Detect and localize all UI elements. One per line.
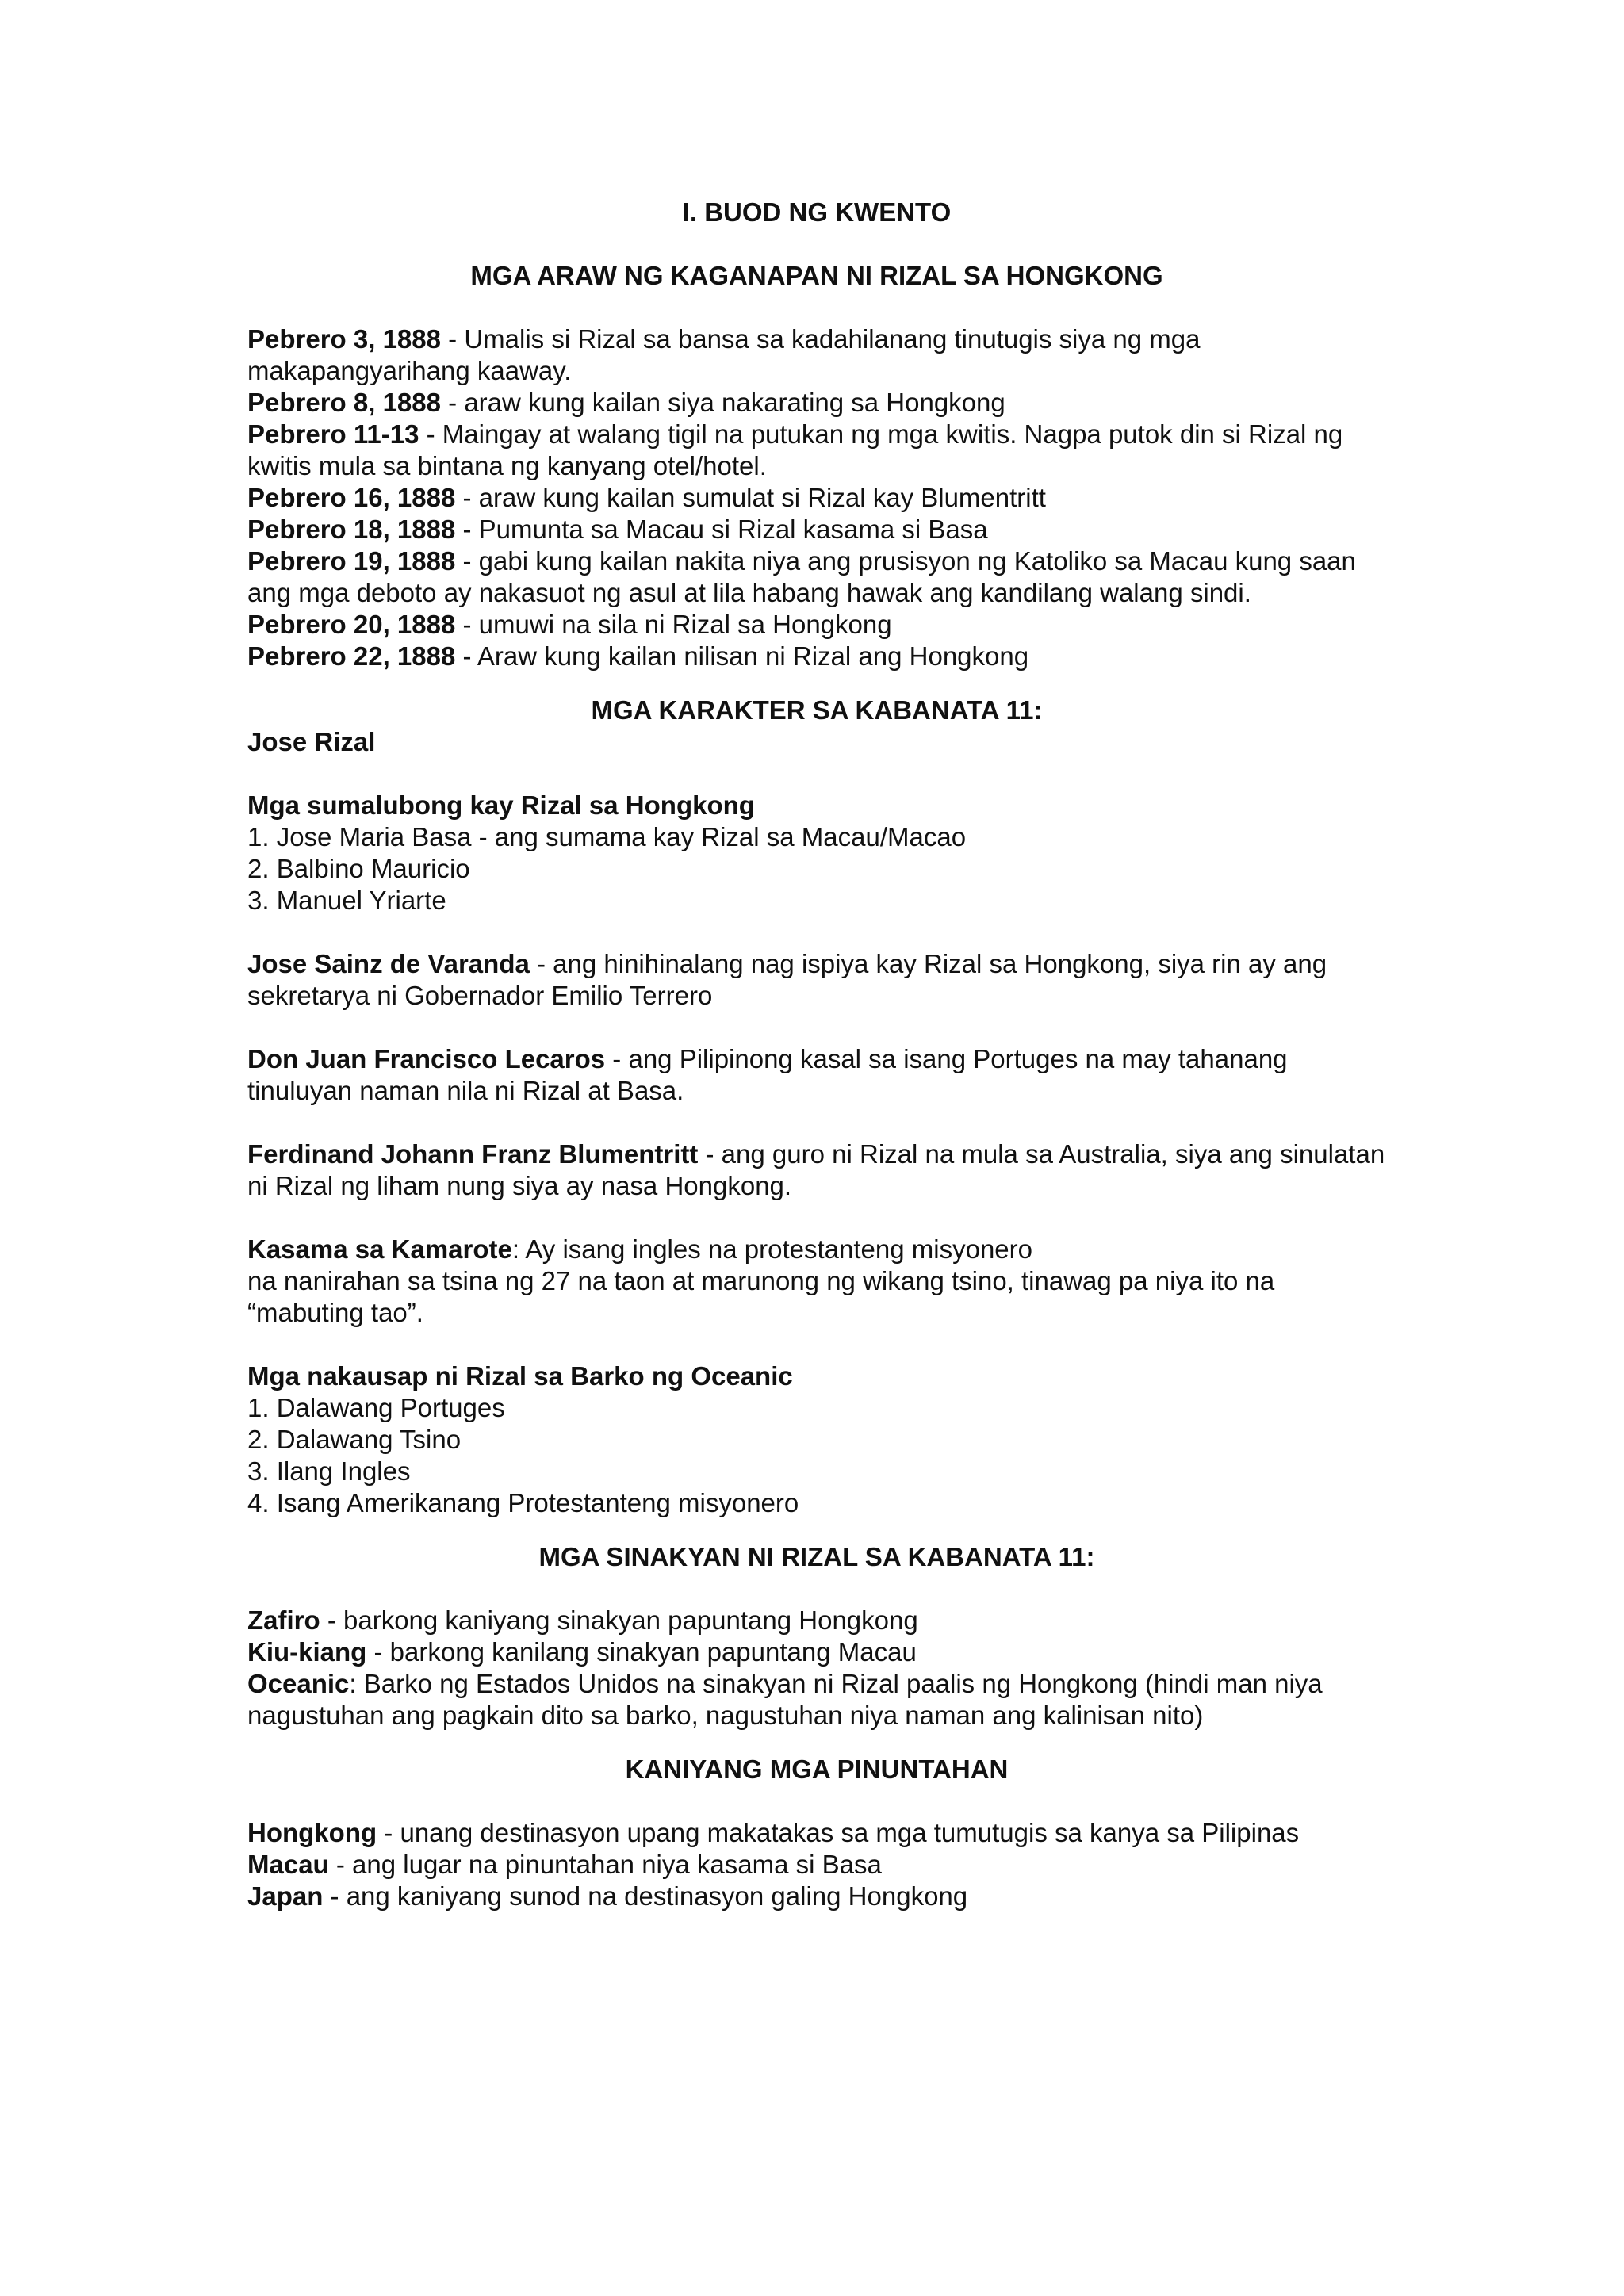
date-entry — [247, 323, 1386, 387]
place-text: - ang kaniyang sunod na destinasyon galing Hongkong — [323, 1881, 968, 1911]
place-name: Japan — [247, 1881, 324, 1911]
character-text: - ang guro ni Rizal na mula sa Australia, siya ang sinulatan ni Rizal ng liham nung siya ay nasa Hongkong. — [247, 1139, 1385, 1200]
main-character: Jose Rizal — [247, 727, 376, 756]
character-name: Ferdinand Johann Franz Blumentritt — [247, 1139, 699, 1169]
vessel-entry — [247, 1636, 1386, 1668]
date-entry — [247, 387, 1386, 419]
welcomers-heading: Mga sumalubong kay Rizal sa Hongkong — [247, 790, 755, 820]
character-name: Kasama sa Kamarote — [247, 1234, 512, 1264]
date-text: - araw kung kailan siya nakarating sa Hongkong — [441, 388, 1005, 417]
character-lecaros — [247, 1043, 1386, 1107]
characters-heading: MGA KARAKTER SA KABANATA 11: — [591, 695, 1043, 725]
date-label: Pebrero 20, 1888 — [247, 610, 456, 639]
place-entry — [247, 1817, 1386, 1849]
dates-list — [247, 323, 1386, 672]
document-title: I. BUOD NG KWENTO — [682, 197, 952, 227]
place-entry — [247, 1849, 1386, 1881]
places-heading: KANIYANG MGA PINUNTAHAN — [625, 1755, 1009, 1784]
vessel-name: Oceanic — [247, 1669, 350, 1698]
list-item: 1. Jose Maria Basa - ang sumama kay Rizal sa Macau/Macao — [247, 822, 967, 851]
list-item: 2. Balbino Mauricio — [247, 854, 470, 883]
date-label: Pebrero 11-13 — [247, 419, 419, 449]
date-entry — [247, 545, 1386, 609]
place-name: Macau — [247, 1850, 329, 1879]
date-text: - umuwi na sila ni Rizal sa Hongkong — [455, 610, 892, 639]
vessel-entry — [247, 1668, 1386, 1732]
dates-heading: MGA ARAW NG KAGANAPAN NI RIZAL SA HONGKONG — [470, 261, 1163, 290]
date-text: - gabi kung kailan nakita niya ang prusisyon ng Katoliko sa Macau kung saan ang mga deboto ay nakasuot ng asul at lila habang hawak ang kandilang walang sindi. — [247, 546, 1356, 607]
date-text: - Umalis si Rizal sa bansa sa kadahilanang tinutugis siya ng mga makapangyarihang kaaway. — [247, 324, 1201, 385]
vessel-entry — [247, 1605, 1386, 1636]
date-label: Pebrero 18, 1888 — [247, 515, 456, 544]
list-item: 1. Dalawang Portuges — [247, 1393, 505, 1422]
place-text: - ang lugar na pinuntahan niya kasama si Basa — [328, 1850, 882, 1879]
list-item: 3. Manuel Yriarte — [247, 886, 446, 915]
place-name: Hongkong — [247, 1818, 377, 1847]
date-text: - Maingay at walang tigil na putukan ng mga kwitis. Nagpa putok din si Rizal ng kwitis mula sa bintana ng kanyang otel/hotel. — [247, 419, 1343, 480]
character-name: Don Juan Francisco Lecaros — [247, 1044, 606, 1073]
vessel-text: - barkong kanilang sinakyan papuntang Macau — [366, 1637, 917, 1667]
date-entry — [247, 641, 1386, 672]
list-item: 4. Isang Amerikanang Protestanteng misyonero — [247, 1488, 799, 1517]
character-kamarote — [247, 1234, 1386, 1265]
date-entry — [247, 419, 1386, 482]
list-item: 3. Ilang Ingles — [247, 1456, 411, 1486]
character-text: - ang hinihinalang nag ispiya kay Rizal sa Hongkong, siya rin ay ang sekretarya ni Gobernador Emilio Terrero — [247, 949, 1327, 1010]
date-entry — [247, 482, 1386, 514]
date-text: - Araw kung kailan nilisan ni Rizal ang Hongkong — [455, 641, 1029, 671]
date-label: Pebrero 16, 1888 — [247, 483, 456, 512]
place-entry — [247, 1881, 1386, 1912]
vessel-name: Zafiro — [247, 1605, 320, 1635]
date-text: - araw kung kailan sumulat si Rizal kay Blumentritt — [455, 483, 1046, 512]
place-text: - unang destinasyon upang makatakas sa mga tumutugis sa kanya sa Pilipinas — [377, 1818, 1300, 1847]
date-entry — [247, 609, 1386, 641]
vessels-heading: MGA SINAKYAN NI RIZAL SA KABANATA 11: — [538, 1542, 1095, 1571]
date-label: Pebrero 22, 1888 — [247, 641, 456, 671]
list-item: 2. Dalawang Tsino — [247, 1425, 462, 1454]
date-label: Pebrero 8, 1888 — [247, 388, 441, 417]
vessel-name: Kiu-kiang — [247, 1637, 367, 1667]
date-label: Pebrero 3, 1888 — [247, 324, 441, 354]
character-kamarote-cont: na nanirahan sa tsina ng 27 na taon at marunong ng wikang tsino, tinawag pa niya ito na “mabuting tao”. — [247, 1266, 1275, 1327]
document-page — [247, 197, 1386, 1912]
character-name: Jose Sainz de Varanda — [247, 949, 530, 978]
oceanic-talks-heading: Mga nakausap ni Rizal sa Barko ng Oceanic — [247, 1361, 793, 1391]
vessel-text: : Barko ng Estados Unidos na sinakyan ni Rizal paalis ng Hongkong (hindi man niya nagustuhan ang pagkain dito sa barko, nagustuhan niya naman ang kalinisan nito) — [247, 1669, 1323, 1730]
character-varanda — [247, 948, 1386, 1012]
character-blumentritt — [247, 1138, 1386, 1202]
character-text: - ang Pilipinong kasal sa isang Portuges na may tahanang tinuluyan naman nila ni Rizal at Basa. — [247, 1044, 1288, 1105]
date-entry — [247, 514, 1386, 545]
date-label: Pebrero 19, 1888 — [247, 546, 456, 576]
date-text: - Pumunta sa Macau si Rizal kasama si Basa — [455, 515, 988, 544]
character-text: : Ay isang ingles na protestanteng misyonero — [511, 1234, 1032, 1264]
vessel-text: - barkong kaniyang sinakyan papuntang Hongkong — [320, 1605, 918, 1635]
